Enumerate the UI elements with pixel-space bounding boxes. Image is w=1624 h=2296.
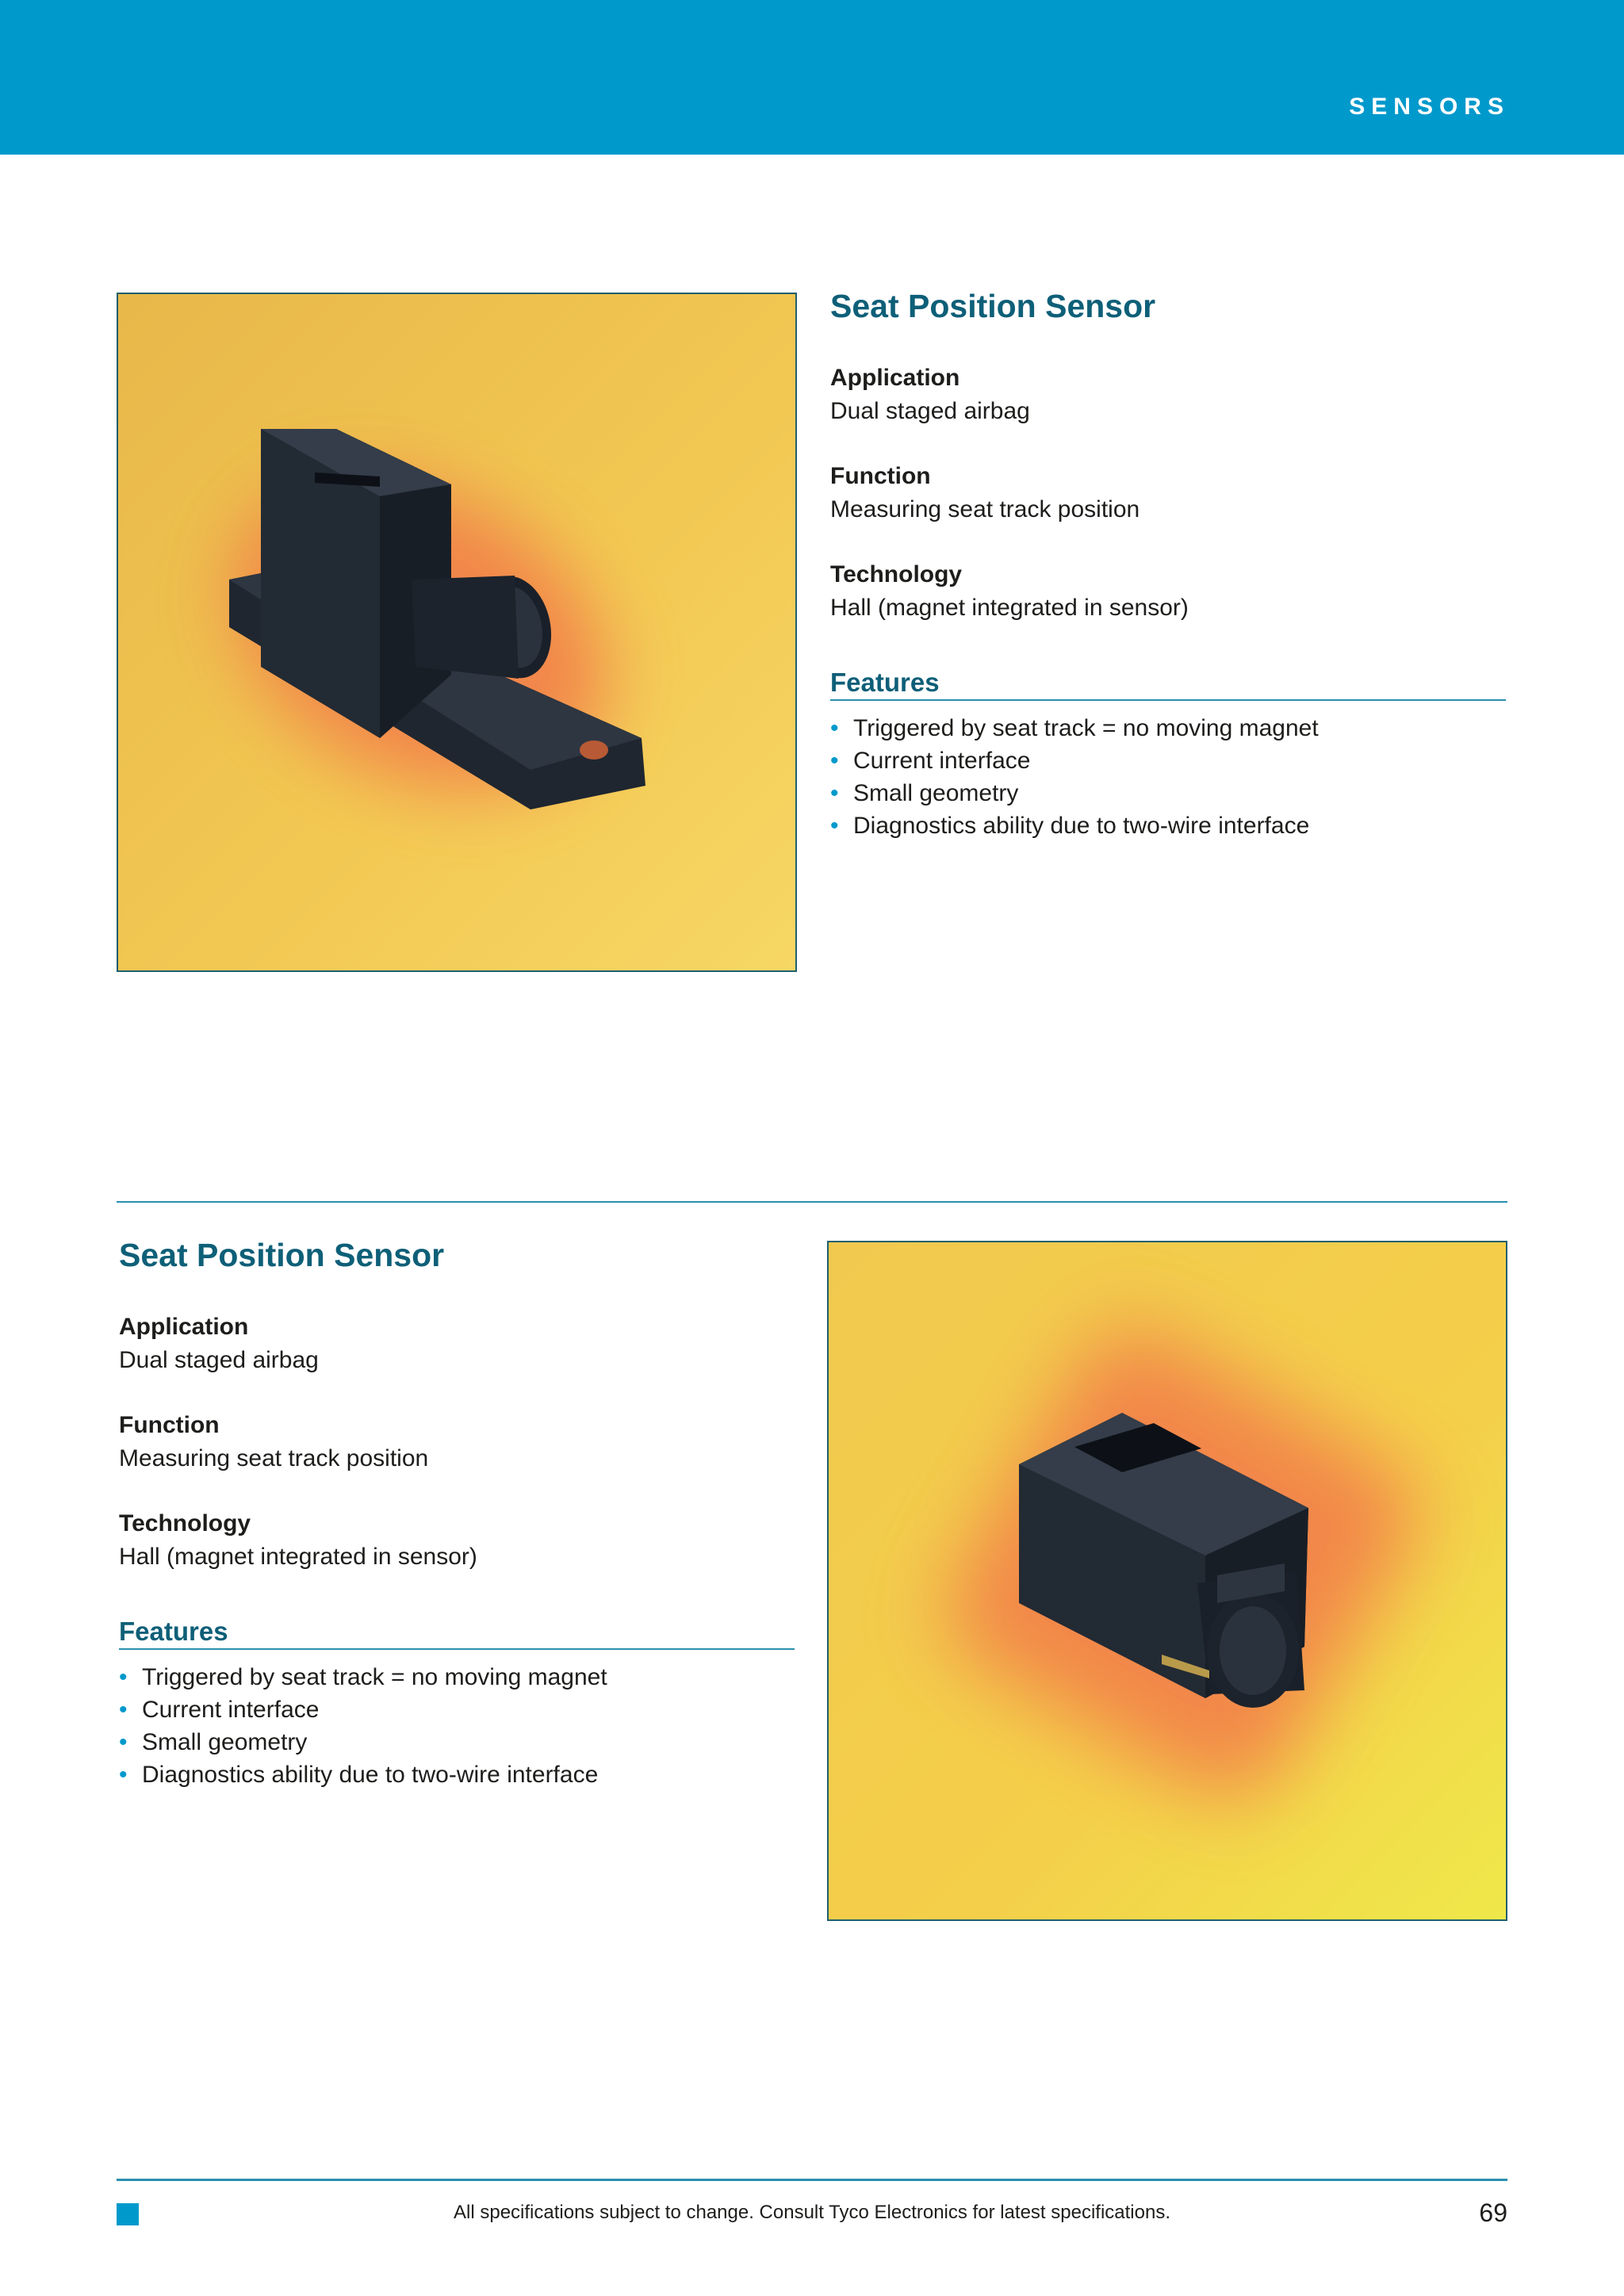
- technology-value: Hall (magnet integrated in sensor): [830, 595, 1189, 621]
- bullet-icon: •: [119, 1729, 128, 1755]
- feature-item: • Diagnostics ability due to two-wire interface: [119, 1758, 795, 1791]
- feature-item: • Diagnostics ability due to two-wire interface: [830, 809, 1506, 842]
- features-heading: Features: [119, 1615, 795, 1650]
- features-list: [119, 1661, 795, 1791]
- page-number: 69: [1479, 2198, 1507, 2227]
- function-value: Measuring seat track position: [830, 496, 1140, 522]
- function-label: Function: [119, 1412, 220, 1438]
- application-label: Application: [830, 365, 960, 391]
- application-value: Dual staged airbag: [119, 1347, 319, 1373]
- footer-note: All specifications subject to change. Consult Tyco Electronics for latest specifications.: [454, 2202, 1170, 2223]
- footer-divider: [117, 2179, 1507, 2181]
- features-heading: Features: [830, 666, 1506, 701]
- bullet-icon: •: [830, 813, 839, 839]
- product-block-1: [830, 285, 1506, 842]
- bullet-icon: •: [119, 1762, 128, 1788]
- header-band: [0, 0, 1624, 155]
- feature-item: • Current interface: [830, 744, 1506, 777]
- technology-label: Technology: [830, 561, 963, 587]
- feature-item: • Triggered by seat track = no moving magnet: [119, 1661, 795, 1693]
- product-title: Seat Position Sensor: [830, 288, 1156, 324]
- feature-item: • Small geometry: [119, 1726, 795, 1758]
- product-photo-2: [827, 1241, 1507, 1921]
- product-title: Seat Position Sensor: [119, 1237, 445, 1273]
- bullet-icon: •: [119, 1697, 128, 1723]
- bullet-icon: •: [830, 715, 839, 741]
- feature-item: • Current interface: [119, 1693, 795, 1726]
- bullet-icon: •: [119, 1664, 128, 1690]
- technology-label: Technology: [119, 1510, 251, 1536]
- function-label: Function: [830, 463, 931, 489]
- section-divider: [117, 1201, 1507, 1203]
- feature-item: • Small geometry: [830, 777, 1506, 809]
- bullet-icon: •: [830, 780, 839, 806]
- features-list: [830, 712, 1506, 842]
- function-value: Measuring seat track position: [119, 1445, 429, 1471]
- product-block-2: [119, 1234, 795, 1791]
- bullet-icon: •: [830, 748, 839, 774]
- application-label: Application: [119, 1314, 249, 1340]
- section-label: SENSORS: [1349, 94, 1510, 120]
- application-value: Dual staged airbag: [830, 398, 1030, 424]
- technology-value: Hall (magnet integrated in sensor): [119, 1544, 477, 1570]
- product-photo-1: [117, 293, 797, 972]
- feature-item: • Triggered by seat track = no moving magnet: [830, 712, 1506, 744]
